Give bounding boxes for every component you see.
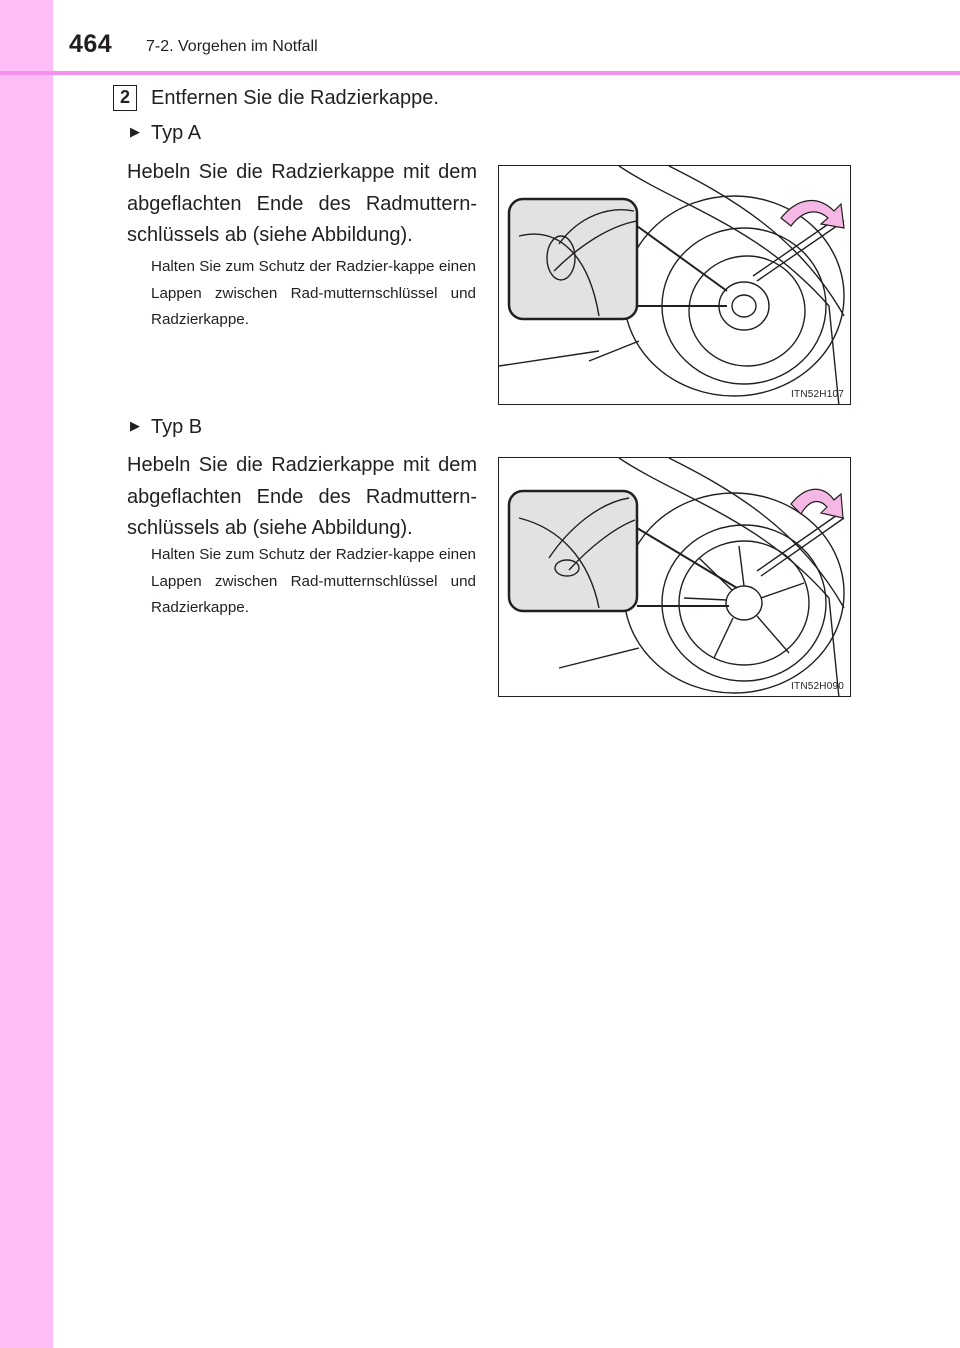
type-b-note: Halten Sie zum Schutz der Radzier-kappe einen Lappen zwischen Rad-mutternschlüssel und Radzierkappe. [151, 546, 476, 616]
triangle-right-icon: ▶ [130, 417, 140, 433]
triangle-right-icon: ▶ [130, 123, 140, 139]
figure-code-b: ITN52H090 [791, 681, 844, 692]
type-a-note: Halten Sie zum Schutz der Radzier-kappe einen Lappen zwischen Rad-mutternschlüssel und Radzierkappe. [151, 258, 476, 328]
type-a-heading-label: Typ A [151, 122, 202, 144]
curved-arrow-icon [791, 489, 843, 518]
wheel-illustration-b [499, 458, 851, 697]
header-rule [0, 71, 960, 75]
figure-type-a [498, 165, 851, 405]
page-number: 464 [69, 30, 113, 58]
curved-arrow-icon [781, 201, 844, 228]
header-band [53, 0, 960, 71]
type-b-heading-label: Typ B [151, 416, 203, 438]
wheel-illustration-a [499, 166, 851, 405]
type-b-body: Hebeln Sie die Radzierkappe mit dem abgeflachten Ende des Radmuttern-schlüssels ab (siehe Abbildung). [127, 454, 477, 539]
type-b-heading [130, 416, 202, 439]
figure-code-a: ITN52H107 [791, 389, 844, 400]
step-number-box: 2 [113, 85, 137, 111]
section-title: 7-2. Vorgehen im Notfall [146, 38, 318, 55]
page-sidebar-tab [0, 0, 53, 1348]
type-a-heading [130, 122, 201, 145]
figure-type-b [498, 457, 851, 697]
step-text: Entfernen Sie die Radzierkappe. [151, 87, 439, 109]
type-a-body: Hebeln Sie die Radzierkappe mit dem abgeflachten Ende des Radmuttern-schlüssels ab (siehe Abbildung). [127, 161, 477, 246]
